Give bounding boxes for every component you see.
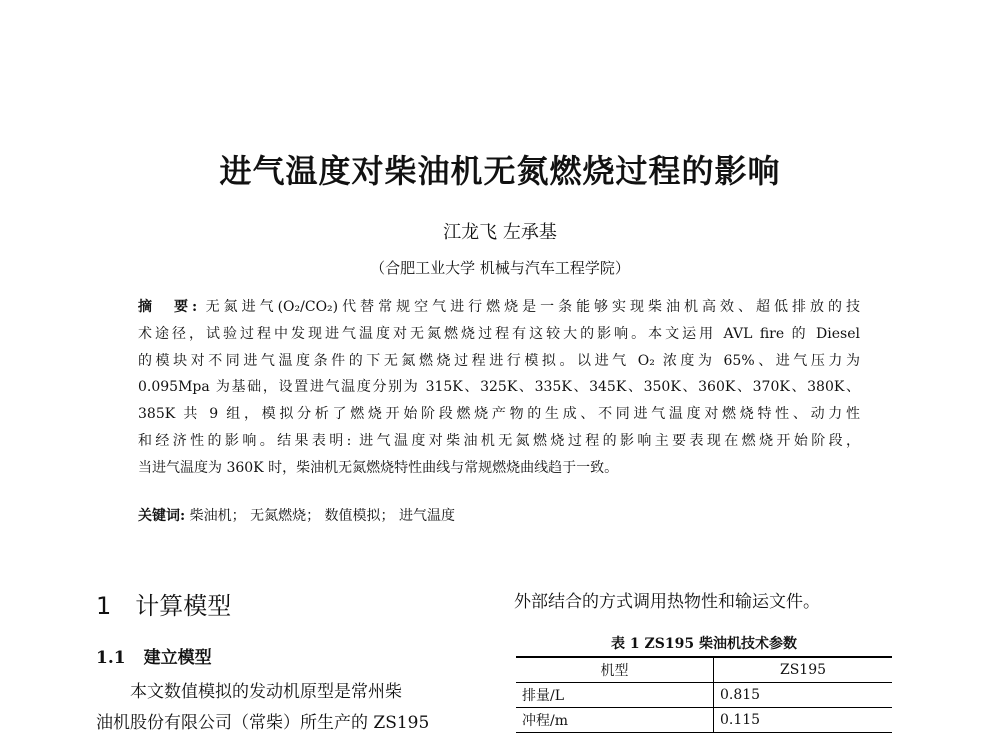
authors: 江龙飞 左承基 — [443, 222, 557, 243]
abstract-line-4: 0.095Mpa 为基础，设置进气温度分别为 315K、325K、335K、345K、350K、360K、370K、380K、 — [138, 379, 860, 396]
section-1-1-title: 建立模型 — [143, 648, 212, 668]
right-column-text: 外部结合的方式调用热物性和输运文件。 — [514, 592, 820, 612]
table-cell: 0.115 — [714, 708, 893, 733]
section-1-heading — [96, 586, 231, 621]
abstract-line-6: 和经济性的影响。结果表明: 进气温度对柴油机无氮燃烧过程的影响主要表现在燃烧开始阶段， — [138, 432, 860, 449]
abstract-line-5: 385K 共 9 组，模拟分析了燃烧开始阶段燃烧产物的生成、不同进气温度对燃烧特性、动力性 — [138, 406, 860, 423]
affiliation: （合肥工业大学 机械与汽车工程学院） — [370, 259, 630, 277]
table-caption: 表 1 ZS195 柴油机技术参数 — [611, 636, 797, 652]
keywords-text: 柴油机； 无氮燃烧； 数值模拟； 进气温度 — [189, 508, 455, 524]
table-cell: 0.815 — [714, 683, 893, 708]
spec-table — [516, 656, 892, 733]
section-1-number: 1 — [96, 592, 112, 620]
table-header-cell: 机型 — [516, 657, 714, 683]
section-1-1-number: 1.1 — [96, 648, 126, 668]
table-cell: 冲程/m — [516, 708, 714, 733]
abstract-line-7: 当进气温度为 360K 时，柴油机无氮燃烧特性曲线与常规燃烧曲线趋于一致。 — [138, 459, 619, 476]
body-line-1: 本文数值模拟的发动机原型是常州柴 — [130, 682, 402, 702]
abstract-line-1 — [138, 294, 860, 321]
keywords — [138, 505, 455, 525]
paper-title: 进气温度对柴油机无氮燃烧过程的影响 — [219, 152, 781, 190]
table-cell: 排量/L — [516, 683, 714, 708]
keywords-label: 关键词: — [138, 508, 186, 524]
table-header-cell: ZS195 — [714, 657, 893, 683]
body-paragraph — [96, 677, 486, 739]
abstract — [138, 294, 860, 482]
abstract-line-2: 术途径，试验过程中发现进气温度对无氮燃烧过程有这较大的影响。本文运用 AVL fire 的 Diesel — [138, 325, 860, 342]
abstract-line-3: 的模块对不同进气温度条件的下无氮燃烧过程进行模拟。以进气 O₂ 浓度为 65%、进气压力为 — [138, 352, 860, 369]
table-row — [516, 708, 892, 733]
abstract-label: 摘 要: — [138, 299, 198, 315]
section-1-1-heading — [96, 643, 212, 668]
section-1-title: 计算模型 — [135, 592, 232, 620]
table-header-row — [516, 657, 892, 683]
table-row — [516, 683, 892, 708]
body-line-2: 油机股份有限公司（常柴）所生产的 ZS195 — [96, 713, 430, 733]
abstract-text: 无氮进气(O₂/CO₂)代替常规空气进行燃烧是一条能够实现柴油机高效、超低排放的技 — [205, 299, 861, 315]
